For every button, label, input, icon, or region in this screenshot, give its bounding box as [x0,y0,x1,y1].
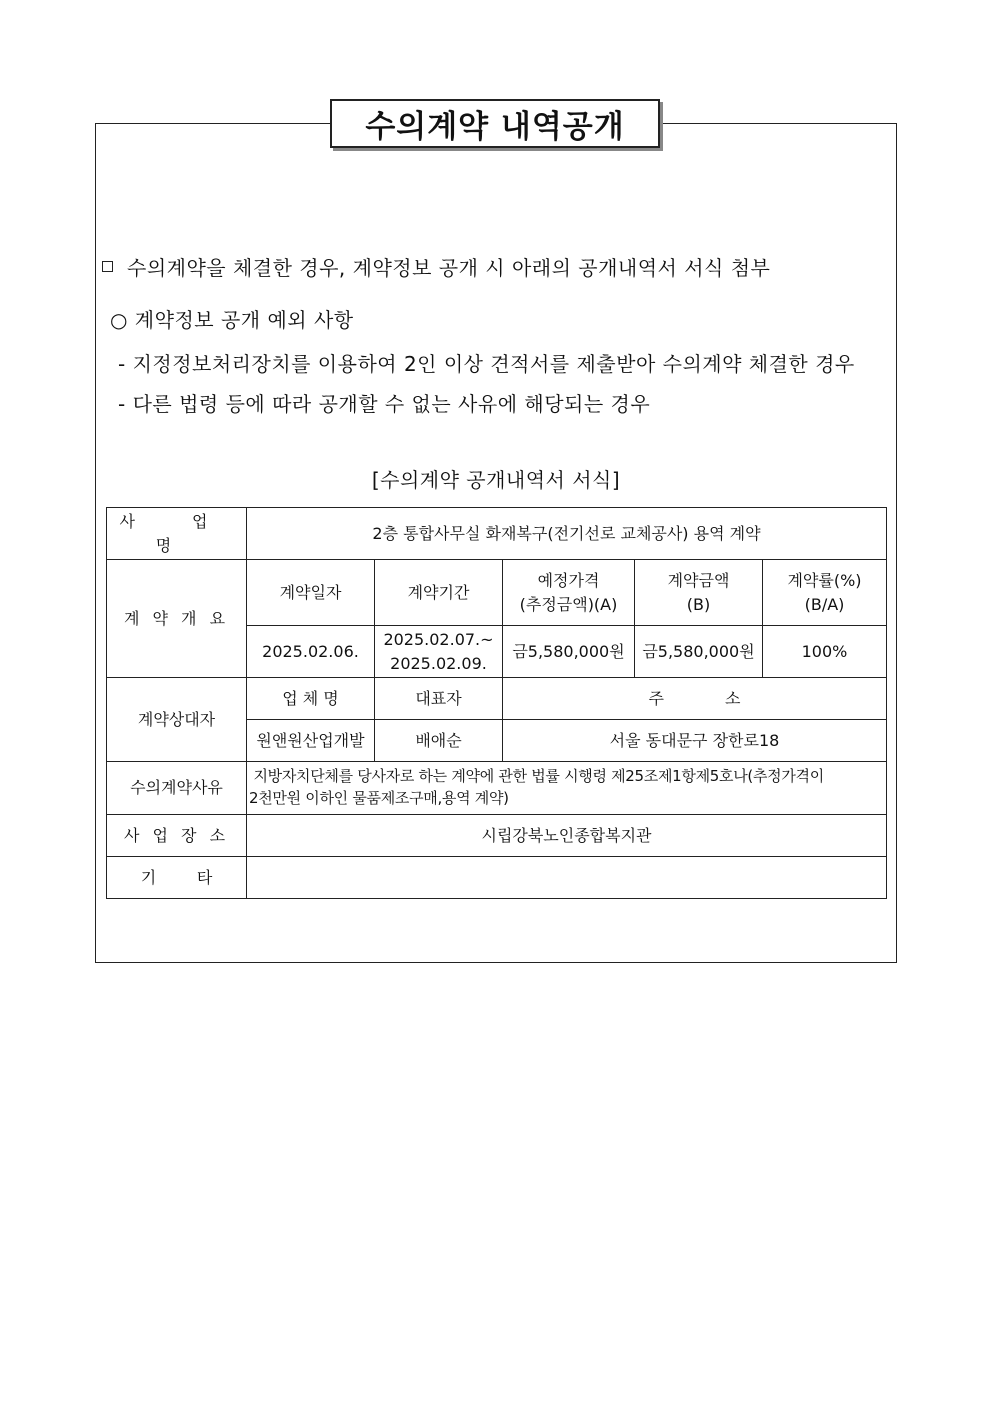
notice-line-3: - 지정정보처리장치를 이용하여 2인 이상 견적서를 제출받아 수의계약 체결한 경우 [118,352,855,376]
contract-date-value: 2025.02.06. [247,626,375,678]
notice-line-2: ○ 계약정보 공개 예외 사항 [110,308,354,332]
reason-line-2: 2천만원 이하인 물품제조구매,용역 계약) [249,789,509,807]
location-label: 사 업 장 소 [107,815,247,857]
business-name-label: 사 업 명 [107,508,247,560]
col-rate [763,560,887,626]
page-title: 수의계약 내역공개 [330,99,660,148]
counterparty-label: 계약상대자 [107,678,247,762]
col-contract-amount-line2: (B) [686,594,711,614]
col-rate-line2: (B/A) [804,594,845,614]
col-estimated-price-line1: 예정가격 [537,571,600,591]
reason-label: 수의계약사유 [107,762,247,815]
notice-line-1 [102,252,770,281]
location-value: 시립강북노인종합복지관 [247,815,887,857]
table-row [107,857,887,899]
table-row [107,762,887,815]
estimated-price-value: 금5,580,000원 [503,626,635,678]
col-address: 주 소 [503,678,887,720]
col-estimated-price-line2: (추정금액)(A) [519,594,618,614]
col-contract-amount [635,560,763,626]
form-title: [수의계약 공개내역서 서식] [371,468,621,492]
reason-line-1: 지방자치단체를 당사자로 하는 계약에 관한 법률 시행령 제25조제1항제5호나(추정가격이 [249,767,824,786]
notice-line-4: - 다른 법령 등에 따라 공개할 수 없는 사유에 해당되는 경우 [118,392,651,416]
etc-value [247,857,887,899]
notice-line-1-text: 수의계약을 체결한 경우, 계약정보 공개 시 아래의 공개내역서 서식 첨부 [127,256,771,280]
col-estimated-price [503,560,635,626]
contract-period-start: 2025.02.07.~ [383,630,494,650]
business-name-value: 2층 통합사무실 화재복구(전기선로 교체공사) 용역 계약 [247,508,887,560]
col-contract-date: 계약일자 [247,560,375,626]
disclosure-table [106,507,887,899]
col-rate-line1: 계약률(%) [787,571,862,591]
contract-amount-value: 금5,580,000원 [635,626,763,678]
col-representative: 대표자 [375,678,503,720]
col-company: 업 체 명 [247,678,375,720]
rate-value: 100% [763,626,887,678]
contract-period-value [375,626,503,678]
reason-value [247,762,887,815]
address-value: 서울 동대문구 장한로18 [503,720,887,762]
table-row [107,560,887,626]
square-bullet-icon [102,261,113,272]
table-row [107,678,887,720]
table-row [107,508,887,560]
company-value: 원앤원산업개발 [247,720,375,762]
representative-value: 배애순 [375,720,503,762]
contract-period-end: 2025.02.09. [390,653,487,673]
table-row [107,815,887,857]
col-contract-amount-line1: 계약금액 [667,571,730,591]
etc-label: 기 타 [107,857,247,899]
col-contract-period: 계약기간 [375,560,503,626]
overview-label: 계 약 개 요 [107,560,247,678]
